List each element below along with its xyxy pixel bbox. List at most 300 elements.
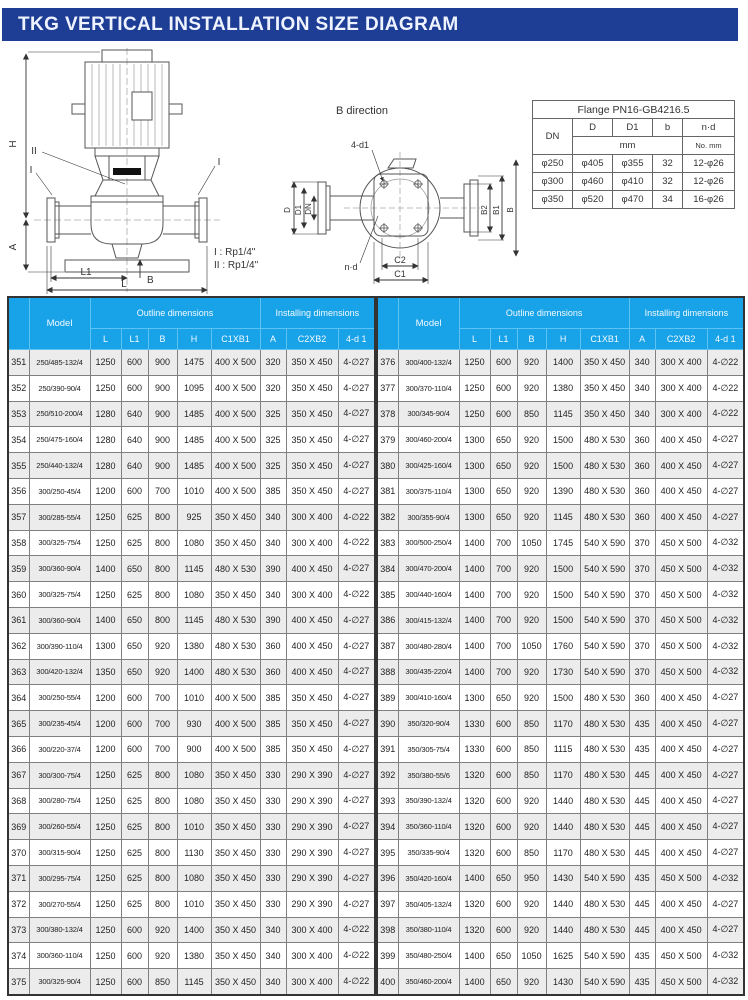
row-number-cell: 383 — [377, 530, 398, 556]
dim-cell: 480 X 530 — [580, 685, 629, 711]
col-header-h: H — [177, 329, 211, 350]
page-title: TKG VERTICAL INSTALLATION SIZE DIAGRAM — [2, 8, 738, 41]
dim-cell: 1250 — [90, 969, 121, 995]
dim-label-b: B — [147, 275, 154, 286]
port-label-1b: I — [217, 157, 221, 168]
row-number-cell: 355 — [8, 453, 29, 479]
dim-cell: 4-∅27 — [338, 762, 375, 788]
dim-cell: 1200 — [90, 478, 121, 504]
b-view-title: B direction — [336, 105, 388, 117]
dim-cell: 625 — [121, 762, 148, 788]
flange-cell: φ350 — [533, 191, 573, 209]
dim-cell: 920 — [148, 633, 177, 659]
dim-cell: 480 X 530 — [580, 917, 629, 943]
dim-label-b2: B2 — [480, 205, 489, 215]
dim-cell: 920 — [517, 659, 546, 685]
dim-cell: 4-∅27 — [338, 685, 375, 711]
row-number-cell: 387 — [377, 633, 398, 659]
dim-cell: 445 — [629, 917, 655, 943]
dim-cell: 920 — [517, 504, 546, 530]
dim-cell: 1145 — [177, 969, 211, 995]
row-number-cell: 374 — [8, 943, 29, 969]
table-row — [377, 685, 744, 711]
dim-cell: 1250 — [90, 840, 121, 866]
col-header-b: B — [517, 329, 546, 350]
row-number-cell: 394 — [377, 814, 398, 840]
dim-cell: 650 — [490, 478, 517, 504]
dim-cell: 920 — [148, 943, 177, 969]
dim-label-l1: L1 — [80, 267, 92, 278]
dim-cell: 360 — [629, 453, 655, 479]
dim-cell: 1380 — [177, 943, 211, 969]
dim-cell: 1280 — [90, 401, 121, 427]
dim-cell: 370 — [629, 607, 655, 633]
dim-cell: 330 — [260, 762, 286, 788]
dim-cell: 450 X 500 — [655, 607, 707, 633]
dim-cell: 480 X 530 — [580, 711, 629, 737]
dim-cell: 1745 — [546, 530, 580, 556]
dim-cell: 360 — [260, 633, 286, 659]
dim-cell: 850 — [517, 711, 546, 737]
model-cell: 300/235-45/4 — [29, 711, 90, 737]
table-row — [377, 375, 744, 401]
dim-cell: 4-∅27 — [707, 711, 744, 737]
table-row — [8, 350, 375, 376]
dim-cell: 700 — [148, 711, 177, 737]
flange-cell: φ460 — [573, 173, 613, 191]
row-number-cell: 378 — [377, 401, 398, 427]
dim-cell: 600 — [490, 375, 517, 401]
dim-cell: 1250 — [459, 375, 490, 401]
model-cell: 300/345-90/4 — [398, 401, 459, 427]
dim-cell: 850 — [517, 840, 546, 866]
dim-cell: 480 X 530 — [580, 814, 629, 840]
dim-cell: 1095 — [177, 375, 211, 401]
dim-cell: 600 — [121, 943, 148, 969]
row-number-cell: 399 — [377, 943, 398, 969]
dim-cell: 1080 — [177, 582, 211, 608]
model-cell: 300/355-90/4 — [398, 504, 459, 530]
dim-cell: 4-∅27 — [338, 659, 375, 685]
dim-cell: 625 — [121, 840, 148, 866]
dim-cell: 1115 — [546, 736, 580, 762]
dim-cell: 1400 — [90, 607, 121, 633]
dim-cell: 1200 — [90, 736, 121, 762]
table-row — [377, 633, 744, 659]
dim-cell: 930 — [177, 711, 211, 737]
table-row — [8, 504, 375, 530]
dim-cell: 4-∅27 — [338, 840, 375, 866]
model-header: Model — [29, 297, 90, 350]
dim-cell: 850 — [517, 762, 546, 788]
dim-cell: 600 — [490, 762, 517, 788]
model-cell: 350/360-110/4 — [398, 814, 459, 840]
installing-group-header: Installing dimensions — [260, 297, 375, 329]
dim-cell: 4-∅27 — [707, 814, 744, 840]
dim-cell: 4-∅32 — [707, 633, 744, 659]
table-row — [8, 427, 375, 453]
dim-cell: 435 — [629, 736, 655, 762]
model-cell: 350/420-160/4 — [398, 865, 459, 891]
dim-cell: 300 X 400 — [655, 350, 707, 376]
dim-cell: 4-∅22 — [707, 375, 744, 401]
dim-cell: 4-∅27 — [338, 607, 375, 633]
dim-cell: 385 — [260, 685, 286, 711]
flange-unit-mm: mm — [573, 137, 683, 155]
table-row — [8, 530, 375, 556]
note-rp1: I : Rp1/4" — [214, 247, 256, 258]
dim-cell: 4-∅27 — [338, 865, 375, 891]
model-cell: 350/405-132/4 — [398, 891, 459, 917]
dim-cell: 400 X 450 — [655, 427, 707, 453]
dim-cell: 1300 — [459, 685, 490, 711]
model-cell: 300/300-75/4 — [29, 762, 90, 788]
dim-cell: 480 X 530 — [580, 736, 629, 762]
dim-cell: 1080 — [177, 530, 211, 556]
dim-cell: 625 — [121, 788, 148, 814]
row-number-cell: 390 — [377, 711, 398, 737]
dim-cell: 340 — [260, 504, 286, 530]
dim-cell: 1170 — [546, 762, 580, 788]
dim-cell: 1380 — [177, 633, 211, 659]
dim-cell: 1500 — [546, 453, 580, 479]
dim-cell: 450 X 500 — [655, 865, 707, 891]
dim-cell: 1300 — [459, 504, 490, 530]
dim-cell: 400 X 450 — [655, 891, 707, 917]
dim-cell: 480 X 530 — [211, 633, 260, 659]
dim-cell: 920 — [517, 556, 546, 582]
row-number-cell: 371 — [8, 865, 29, 891]
dim-cell: 350 X 450 — [286, 401, 338, 427]
dim-cell: 4-∅27 — [338, 427, 375, 453]
dim-cell: 1250 — [90, 375, 121, 401]
dim-cell: 800 — [148, 530, 177, 556]
dim-cell: 650 — [490, 943, 517, 969]
dim-cell: 300 X 400 — [286, 504, 338, 530]
table-row — [8, 814, 375, 840]
dim-cell: 1250 — [90, 350, 121, 376]
dim-cell: 4-∅27 — [338, 375, 375, 401]
flange-table-title: Flange PN16-GB4216.5 — [533, 101, 735, 119]
dim-cell: 350 X 450 — [286, 685, 338, 711]
table-row — [8, 943, 375, 969]
dim-cell: 850 — [517, 736, 546, 762]
dim-cell: 400 X 450 — [655, 478, 707, 504]
table-row — [8, 478, 375, 504]
dim-cell: 600 — [490, 711, 517, 737]
dim-cell: 400 X 500 — [211, 427, 260, 453]
dim-cell: 350 X 450 — [211, 917, 260, 943]
dim-cell: 1500 — [546, 685, 580, 711]
flange-col-d1: D1 — [613, 119, 653, 137]
dim-cell: 320 — [260, 350, 286, 376]
dim-cell: 920 — [517, 788, 546, 814]
dim-cell: 390 — [260, 556, 286, 582]
dim-cell: 325 — [260, 401, 286, 427]
flange-cell: φ405 — [573, 155, 613, 173]
flange-cell: 32 — [653, 155, 683, 173]
col-header-c1xb1: C1XB1 — [211, 329, 260, 350]
table-row — [377, 762, 744, 788]
dim-cell: 400 X 450 — [655, 504, 707, 530]
table-row — [8, 401, 375, 427]
row-number-header — [8, 297, 29, 350]
table-row — [377, 530, 744, 556]
table-row — [377, 453, 744, 479]
dim-label-b1: B1 — [492, 205, 501, 215]
dim-cell: 1250 — [90, 943, 121, 969]
dim-cell: 650 — [121, 633, 148, 659]
dim-cell: 350 X 450 — [286, 711, 338, 737]
dim-cell: 4-∅22 — [707, 401, 744, 427]
dim-cell: 4-∅27 — [338, 633, 375, 659]
table-row — [8, 711, 375, 737]
dim-cell: 480 X 530 — [211, 659, 260, 685]
dim-cell: 350 X 450 — [580, 401, 629, 427]
table-row — [8, 840, 375, 866]
dim-cell: 300 X 400 — [655, 375, 707, 401]
flange-cell: φ355 — [613, 155, 653, 173]
dim-cell: 1250 — [90, 530, 121, 556]
dim-cell: 600 — [490, 891, 517, 917]
table-row — [377, 943, 744, 969]
dim-cell: 1730 — [546, 659, 580, 685]
dim-cell: 340 — [260, 969, 286, 995]
dim-label-d1: D1 — [294, 204, 303, 216]
dim-cell: 400 X 500 — [211, 736, 260, 762]
flange-col-nd: n·d — [683, 119, 735, 137]
dim-cell: 350 X 450 — [211, 969, 260, 995]
dim-cell: 480 X 530 — [580, 891, 629, 917]
model-cell: 300/315-90/4 — [29, 840, 90, 866]
dim-cell: 920 — [517, 685, 546, 711]
dim-cell: 900 — [177, 736, 211, 762]
row-number-cell: 369 — [8, 814, 29, 840]
dim-cell: 1400 — [459, 582, 490, 608]
dim-cell: 920 — [517, 350, 546, 376]
dim-label-d: D — [283, 207, 292, 213]
dimension-tables — [7, 296, 741, 996]
dim-cell: 1250 — [459, 401, 490, 427]
dim-label-h: H — [8, 140, 19, 148]
dim-cell: 1300 — [459, 427, 490, 453]
dim-cell: 700 — [490, 530, 517, 556]
dim-cell: 330 — [260, 814, 286, 840]
model-cell: 300/470-200/4 — [398, 556, 459, 582]
dim-cell: 800 — [148, 814, 177, 840]
table-row — [377, 917, 744, 943]
dim-cell: 330 — [260, 865, 286, 891]
dim-cell: 700 — [490, 556, 517, 582]
flange-cell: 16-φ26 — [683, 191, 735, 209]
dim-cell: 400 X 500 — [211, 453, 260, 479]
row-number-cell: 382 — [377, 504, 398, 530]
dim-cell: 920 — [517, 582, 546, 608]
dim-cell: 1145 — [177, 607, 211, 633]
dim-cell: 400 X 450 — [655, 840, 707, 866]
dim-cell: 350 X 450 — [211, 582, 260, 608]
dim-cell: 700 — [148, 736, 177, 762]
dim-cell: 650 — [490, 865, 517, 891]
dim-cell: 540 X 590 — [580, 943, 629, 969]
row-number-cell: 351 — [8, 350, 29, 376]
dim-cell: 1320 — [459, 814, 490, 840]
dim-cell: 600 — [490, 917, 517, 943]
dim-cell: 450 X 500 — [655, 556, 707, 582]
dim-cell: 1250 — [459, 350, 490, 376]
dim-cell: 340 — [629, 401, 655, 427]
flange-col-b: b — [653, 119, 683, 137]
table-row — [377, 401, 744, 427]
dim-cell: 435 — [629, 943, 655, 969]
dim-cell: 920 — [517, 427, 546, 453]
dim-cell: 290 X 390 — [286, 840, 338, 866]
dim-cell: 480 X 530 — [580, 453, 629, 479]
dim-cell: 340 — [260, 917, 286, 943]
dim-cell: 1320 — [459, 891, 490, 917]
dim-cell: 1400 — [459, 969, 490, 995]
dim-cell: 650 — [490, 427, 517, 453]
dim-cell: 4-∅22 — [707, 350, 744, 376]
dim-cell: 650 — [490, 969, 517, 995]
dim-cell: 4-∅27 — [707, 762, 744, 788]
dim-cell: 400 X 450 — [655, 711, 707, 737]
dim-cell: 445 — [629, 840, 655, 866]
dim-cell: 1050 — [517, 633, 546, 659]
dim-cell: 1625 — [546, 943, 580, 969]
dim-cell: 1010 — [177, 685, 211, 711]
dim-cell: 370 — [629, 556, 655, 582]
dim-cell: 370 — [629, 582, 655, 608]
dim-cell: 4-∅27 — [338, 350, 375, 376]
dim-cell: 445 — [629, 788, 655, 814]
dim-cell: 540 X 590 — [580, 556, 629, 582]
dim-cell: 1400 — [459, 943, 490, 969]
table-row — [377, 504, 744, 530]
dim-cell: 300 X 400 — [286, 943, 338, 969]
dimension-table-right — [376, 296, 745, 996]
dim-cell: 1145 — [177, 556, 211, 582]
dim-cell: 1080 — [177, 762, 211, 788]
dim-cell: 1400 — [459, 556, 490, 582]
installing-group-header: Installing dimensions — [629, 297, 744, 329]
dim-cell: 1170 — [546, 840, 580, 866]
dim-cell: 290 X 390 — [286, 814, 338, 840]
dim-cell: 900 — [148, 401, 177, 427]
dim-cell: 4-∅22 — [338, 969, 375, 995]
dim-cell: 350 X 450 — [286, 375, 338, 401]
dim-cell: 4-∅27 — [707, 788, 744, 814]
dim-cell: 1050 — [517, 943, 546, 969]
model-cell: 250/510-200/4 — [29, 401, 90, 427]
dim-cell: 1380 — [546, 375, 580, 401]
table-row — [377, 788, 744, 814]
dim-cell: 625 — [121, 865, 148, 891]
dim-cell: 400 X 450 — [286, 659, 338, 685]
model-cell: 350/335-90/4 — [398, 840, 459, 866]
dim-cell: 600 — [121, 711, 148, 737]
table-row — [8, 917, 375, 943]
dim-cell: 920 — [517, 478, 546, 504]
dim-cell: 435 — [629, 865, 655, 891]
table-row — [377, 659, 744, 685]
col-header-a: A — [629, 329, 655, 350]
dim-cell: 600 — [490, 814, 517, 840]
table-row — [377, 582, 744, 608]
dim-cell: 625 — [121, 814, 148, 840]
model-cell: 300/360-90/4 — [29, 556, 90, 582]
dim-cell: 1330 — [459, 736, 490, 762]
dim-cell: 360 — [629, 478, 655, 504]
dim-cell: 625 — [121, 582, 148, 608]
dim-cell: 1330 — [459, 711, 490, 737]
dim-cell: 340 — [260, 943, 286, 969]
dim-cell: 900 — [148, 427, 177, 453]
dim-cell: 350 X 450 — [211, 865, 260, 891]
dim-label-dn: DN — [304, 203, 313, 215]
table-row — [377, 556, 744, 582]
table-row — [377, 969, 744, 995]
flange-row — [533, 173, 735, 191]
col-header-4d1: 4-d 1 — [707, 329, 744, 350]
dim-cell: 4-∅27 — [338, 891, 375, 917]
dim-cell: 1010 — [177, 891, 211, 917]
dim-cell: 600 — [490, 788, 517, 814]
table-row — [377, 736, 744, 762]
port-label-1: I — [29, 165, 33, 176]
row-number-cell: 353 — [8, 401, 29, 427]
model-cell: 300/325-75/4 — [29, 582, 90, 608]
dim-cell: 4-∅27 — [707, 427, 744, 453]
dim-cell: 400 X 450 — [655, 762, 707, 788]
model-cell: 300/250-45/4 — [29, 478, 90, 504]
dim-cell: 4-∅27 — [707, 685, 744, 711]
dim-cell: 600 — [121, 685, 148, 711]
dim-cell: 920 — [148, 659, 177, 685]
flange-cell: φ470 — [613, 191, 653, 209]
dim-cell: 4-∅27 — [338, 401, 375, 427]
model-cell: 300/370-110/4 — [398, 375, 459, 401]
model-cell: 300/220-37/4 — [29, 736, 90, 762]
flange-col-dn: DN — [533, 119, 573, 155]
dim-cell: 4-∅27 — [338, 453, 375, 479]
dim-cell: 4-∅27 — [707, 478, 744, 504]
dim-cell: 540 X 590 — [580, 865, 629, 891]
dim-cell: 480 X 530 — [211, 556, 260, 582]
row-number-cell: 372 — [8, 891, 29, 917]
dim-cell: 650 — [121, 659, 148, 685]
dim-cell: 4-∅32 — [707, 607, 744, 633]
dim-cell: 900 — [148, 375, 177, 401]
dim-cell: 1500 — [546, 427, 580, 453]
dim-cell: 1400 — [90, 556, 121, 582]
model-cell: 350/320-90/4 — [398, 711, 459, 737]
dim-cell: 920 — [517, 814, 546, 840]
dim-cell: 1250 — [90, 504, 121, 530]
dim-cell: 350 X 450 — [286, 350, 338, 376]
table-row — [8, 453, 375, 479]
dim-cell: 435 — [629, 969, 655, 995]
dim-cell: 800 — [148, 891, 177, 917]
dim-cell: 1280 — [90, 427, 121, 453]
table-row — [377, 891, 744, 917]
dim-label-c1: C1 — [394, 269, 406, 279]
dim-cell: 1080 — [177, 788, 211, 814]
dim-cell: 700 — [490, 633, 517, 659]
model-cell: 300/415-132/4 — [398, 607, 459, 633]
col-header-l: L — [459, 329, 490, 350]
dim-cell: 540 X 590 — [580, 530, 629, 556]
